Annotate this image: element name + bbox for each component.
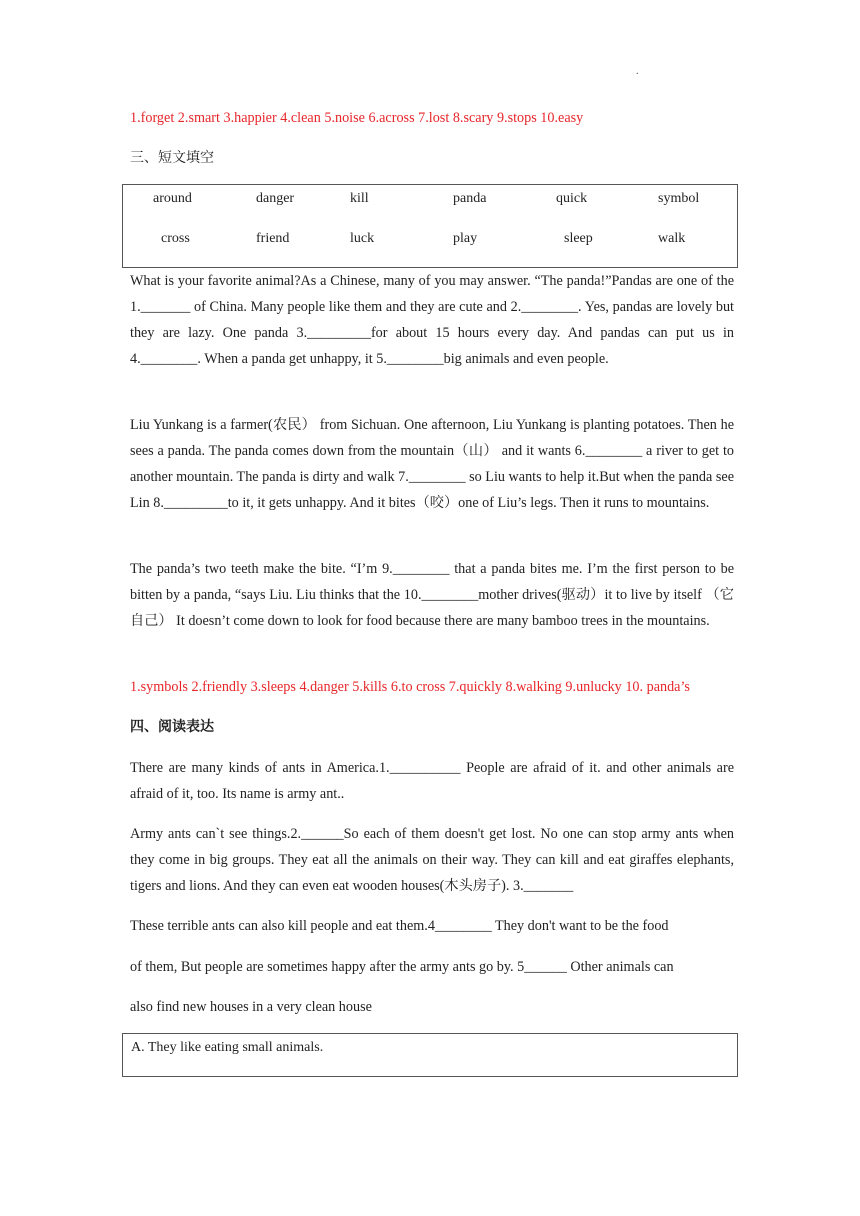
reading-line-3: These terrible ants can also kill people and eat them.4________ They don't want to be the food	[130, 918, 669, 934]
passage-paragraph-2: Liu Yunkang is a farmer(农民） from Sichuan. One afternoon, Liu Yunkang is planting potatoes. Then he sees a panda. The panda comes down from the mountain（山） and it wants 6.________ a river to get to another mountain. The panda is dirty and walk 7.________ so Liu wants to help it.But when the panda see Lin 8._________to it, it gets unhappy. And it bites（咬）one of Liu’s legs. Then it runs to mountains.	[130, 417, 734, 511]
word-play: play	[453, 231, 478, 246]
reading-paragraph-2: Army ants can`t see things.2.______So each of them doesn't get lost. No one can stop army ants when they come in big groups. They eat all the animals on their way. They can kill and eat giraffes elephants, tigers and lions. And they can even eat wooden houses(木头房子). 3._______	[130, 826, 734, 894]
word-bank-box	[122, 184, 738, 268]
word-symbol: symbol	[658, 191, 700, 206]
reading-line-4: of them, But people are sometimes happy after the army ants go by. 5______ Other animals can	[130, 959, 674, 975]
word-sleep: sleep	[564, 231, 593, 246]
reading-line-5: also find new houses in a very clean house	[130, 999, 372, 1015]
reading-paragraph-1: There are many kinds of ants in America.1.__________ People are afraid of it. and other animals are afraid of it, too. Its name is army ant..	[130, 760, 734, 802]
passage-paragraph-3: The panda’s two teeth make the bite. “I’m 9.________ that a panda bites me. I’m the first person to be bitten by a panda, “says Liu. Liu thinks that the 10.________mother drives(驱动）it to live by itself （它自己） It doesn’t come down to look for food because there are many bamboo trees in the mountains.	[130, 561, 734, 629]
word-around: around	[153, 191, 192, 206]
word-panda: panda	[453, 191, 487, 206]
word-quick: quick	[556, 191, 588, 206]
answer-key-section3: 1.symbols 2.friendly 3.sleeps 4.danger 5.kills 6.to cross 7.quickly 8.walking 9.unlucky 10. panda’s	[130, 679, 690, 695]
passage-paragraph-1: What is your favorite animal?As a Chinese, many of you may answer. “The panda!”Pandas are one of the 1._______ of China. Many people like them and they are cute and 2.________. Yes, pandas are lovely but they are lazy. One panda 3._________for about 15 hours every day. And pandas can put us in 4.________. When a panda get unhappy, it 5.________big animals and even people.	[130, 273, 734, 367]
word-walk: walk	[658, 231, 686, 246]
word-danger: danger	[256, 191, 295, 206]
word-luck: luck	[350, 231, 375, 246]
answer-key-section2: 1.forget 2.smart 3.happier 4.clean 5.noise 6.across 7.lost 8.scary 9.stops 10.easy	[130, 110, 584, 126]
option-a: A. They like eating small animals.	[131, 1040, 324, 1055]
word-friend: friend	[256, 231, 290, 246]
header-dot: .	[636, 66, 639, 77]
word-kill: kill	[350, 191, 369, 206]
section3-title: 三、短文填空	[130, 150, 214, 166]
options-box	[122, 1033, 738, 1077]
word-cross: cross	[161, 231, 190, 246]
section4-title: 四、阅读表达	[130, 719, 214, 735]
